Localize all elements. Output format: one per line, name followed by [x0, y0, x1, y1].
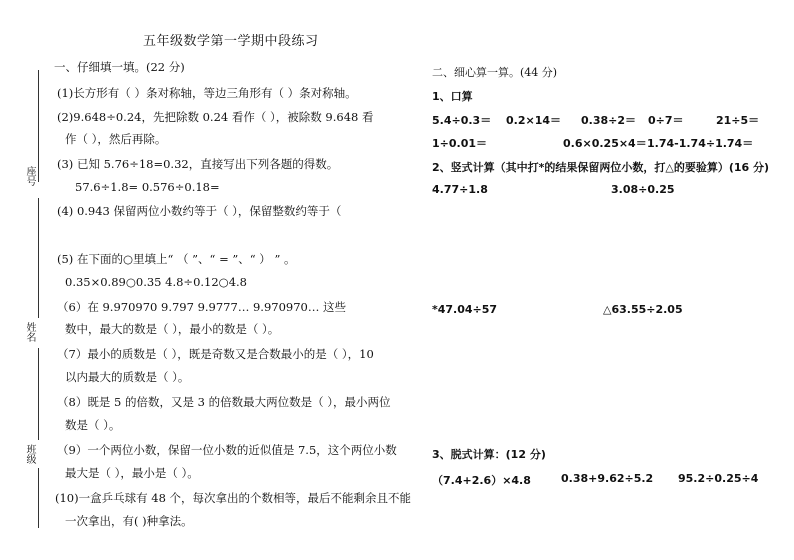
oral-heading: 1、口算 [432, 90, 473, 103]
q5-line1: (5) 在下面的○里填上“ （ ”、“ = ”、“ ） ” 。 [57, 252, 296, 266]
q9-line2: 最大是（ ），最小是（ ）。 [65, 466, 199, 480]
oral-item: 0.38÷2＝ [581, 114, 637, 127]
vertical-calc-item: 4.77÷1.8 [432, 183, 488, 196]
margin-line-bottom [38, 468, 39, 528]
q5-line2: 0.35×0.89○0.35 4.8÷0.12○4.8 [65, 275, 247, 289]
oral-item: 0÷7＝ [648, 114, 684, 127]
step-calc-item: 95.2÷0.25÷4 [678, 472, 759, 485]
q6-line1: （6）在 9.970970 9.797 9.9777… 9.970970… 这些 [57, 300, 346, 314]
oral-item: 5.4÷0.3＝ [432, 114, 492, 127]
margin-line-top [38, 70, 39, 182]
q10-line1: (10)一盒乒乓球有 48 个，每次拿出的个数相等，最后不能剩余且不能 [55, 491, 412, 505]
oral-item: 1÷0.01＝ [432, 137, 488, 150]
margin-label-class: 班级 [24, 444, 35, 464]
q8-line2: 数是（ ）。 [65, 418, 121, 432]
section1-heading: 一、仔细填一填。(22 分) [54, 60, 185, 74]
q1-line: (1)长方形有（ ）条对称轴，等边三角形有（ ）条对称轴。 [57, 86, 357, 100]
oral-item: 0.2×14＝ [506, 114, 562, 127]
q2-line1: (2)9.648÷0.24，先把除数 0.24 看作（ ），被除数 9.648 看 [57, 110, 374, 124]
vertical-calc-item: *47.04÷57 [432, 303, 498, 316]
vertical-calc-item: 3.08÷0.25 [611, 183, 675, 196]
q2-line2: 作（ ），然后再除。 [65, 132, 167, 146]
q8-line1: （8）既是 5 的倍数，又是 3 的倍数最大两位数是（ ），最小两位 [57, 395, 391, 409]
vertical-calc-item: △63.55÷2.05 [603, 303, 683, 316]
step-calc-item: 0.38+9.62÷5.2 [561, 472, 654, 485]
q6-line2: 数中，最大的数是（ ），最小的数是（ ）。 [65, 322, 280, 336]
margin-label-name: 姓名 [24, 322, 35, 342]
q4-line: (4) 0.943 保留两位小数约等于（ ），保留整数约等于（ [57, 204, 342, 218]
q9-line1: （9）一个两位小数，保留一位小数的近似值是 7.5，这个两位小数 [57, 443, 397, 457]
q3-line1: (3) 已知 5.76÷18=0.32，直接写出下列各题的得数。 [57, 157, 339, 171]
q10-line2: 一次拿出，有( )种拿法。 [65, 514, 193, 528]
oral-item: 0.6×0.25×4＝ [563, 137, 647, 150]
section2-heading: 二、细心算一算。(44 分) [432, 66, 558, 79]
q7-line2: 以内最大的质数是（ ）。 [65, 370, 190, 384]
q7-line1: （7）最小的质数是（ ），既是奇数又是合数最小的是（ ），10 [57, 347, 374, 361]
step-calc-heading: 3、脱式计算：(12 分) [432, 448, 546, 461]
page-title: 五年级数学第一学期中段练习 [143, 34, 319, 49]
vertical-calc-heading: 2、竖式计算（其中打*的结果保留两位小数，打△的要验算）(16 分) [432, 161, 770, 174]
oral-item: 21÷5＝ [716, 114, 760, 127]
margin-label-seat: 座号 [24, 166, 35, 186]
q3-line2: 57.6÷1.8= 0.576÷0.18= [75, 180, 220, 194]
margin-line-lower [38, 348, 39, 440]
margin-line-middle [38, 198, 39, 318]
step-calc-item: （7.4+2.6）×4.8 [432, 474, 531, 487]
oral-item: 1.74-1.74÷1.74＝ [647, 137, 754, 150]
